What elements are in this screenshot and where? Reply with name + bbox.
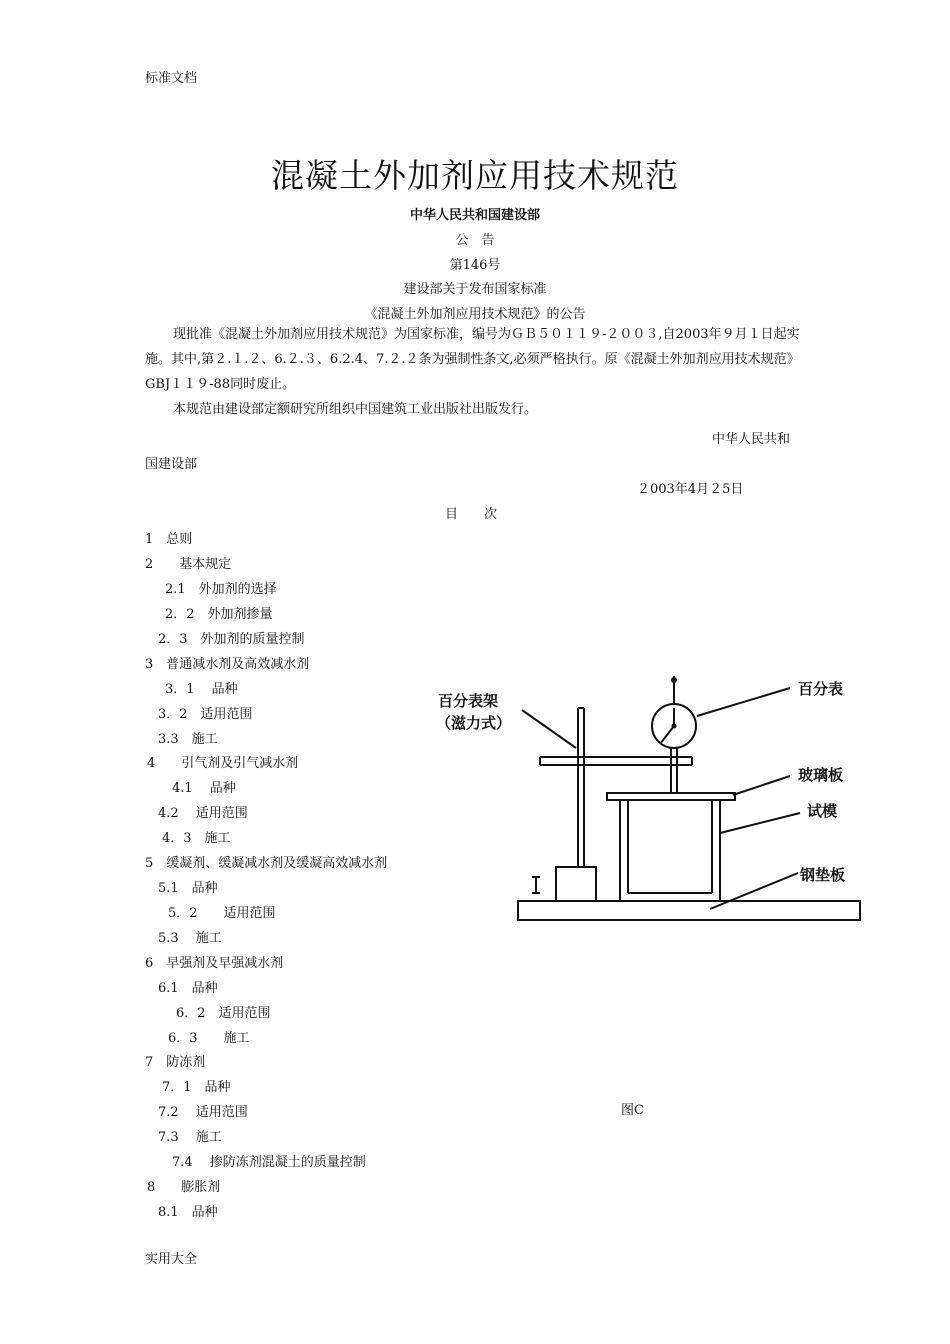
notice-label: 公 告	[455, 233, 495, 248]
body-paragraph-2: 本规范由建设部定额研究所组织中国建筑工业出版社出版发行。	[173, 402, 538, 417]
toc-item: 5 缓凝剂、缓凝减水剂及缓凝高效减水剂	[145, 856, 388, 871]
notice-line-2: 《混凝土外加剂应用技术规范》的公告	[364, 307, 586, 322]
toc-item: 4.1 品种	[172, 781, 236, 796]
toc-item: 8.1 品种	[158, 1205, 218, 1220]
label-dial-stand: 百分表架	[438, 692, 499, 710]
toc-item: 6．3 施工	[168, 1031, 250, 1046]
toc-item: 8 膨胀剂	[147, 1180, 221, 1195]
label-dial-gauge: 百分表	[798, 680, 844, 698]
toc-item: 7.2 适用范围	[158, 1105, 248, 1120]
steel-plate-shape	[518, 901, 860, 920]
signature-line-2: 国建设部	[145, 457, 198, 472]
toc-item: 7 防冻剂	[145, 1055, 206, 1070]
toc-item: 3．1 品种	[165, 682, 238, 697]
notice-issuer: 中华人民共和国建设部	[409, 208, 540, 223]
toc-item: 3.3 施工	[158, 732, 218, 747]
label-dial-stand-type: （滋力式）	[436, 714, 512, 732]
toc-item: 5.3 施工	[158, 931, 222, 946]
toc-item: 6 早强剂及早强减水剂	[145, 956, 284, 971]
page-header: 标准文档	[145, 71, 198, 86]
toc-item: 4 引气剂及引气减水剂	[147, 756, 299, 771]
page-footer: 实用大全	[145, 1252, 198, 1267]
toc-item: 4．3 施工	[162, 831, 231, 846]
label-steel-plate: 钢垫板	[800, 866, 846, 884]
toc-item: 5.1 品种	[158, 881, 218, 896]
notice-date: ２003年4月２5日	[637, 482, 744, 497]
toc-item: 2．2 外加剂掺量	[165, 607, 273, 622]
notice-line-1: 建设部关于发布国家标准	[403, 282, 547, 297]
toc-item: 7.3 施工	[158, 1130, 222, 1145]
toc-item: 1 总则	[145, 532, 193, 547]
toc-item: 7．1 品种	[162, 1080, 231, 1095]
toc-item: 3．2 适用范围	[158, 707, 253, 722]
figure-caption: 图C	[621, 1103, 644, 1118]
toc-heading: 目 次	[445, 507, 498, 522]
toc-item: 5．2 适用范围	[168, 906, 276, 921]
notice-number: 第146号	[449, 258, 501, 273]
toc-item: 2．3 外加剂的质量控制	[158, 632, 305, 647]
body-paragraph-1: 现批准《混凝土外加剂应用技术规范》为国家标准，编号为ＧＢ５０１１９-２００３,自2003年９月１日起实施。其中,第２.１.２、6.２.３、6.2.4、7.２.２条为强制性条文,必须严格执行。原《混凝土外加剂应用技术规范》GBJ１１９-88同时废止。	[145, 327, 800, 392]
label-glass-plate: 玻璃板	[798, 766, 844, 784]
toc-item: 7.4 掺防冻剂混凝土的质量控制	[172, 1155, 366, 1170]
signature-line-1: 中华人民共和	[712, 432, 791, 447]
label-test-mold: 试模	[807, 802, 838, 820]
toc-item: 3 普通减水剂及高效减水剂	[145, 657, 310, 672]
toc-item: 4.2 适用范围	[158, 806, 248, 821]
document-title: 混凝土外加剂应用技术规范	[271, 156, 679, 195]
apparatus-diagram	[430, 668, 865, 928]
toc-item: 2 基本规定	[145, 557, 232, 572]
toc-item: 2.1 外加剂的选择	[165, 582, 277, 597]
toc-item: 6．2 适用范围	[176, 1006, 271, 1021]
toc-item: 6.1 品种	[158, 981, 218, 996]
